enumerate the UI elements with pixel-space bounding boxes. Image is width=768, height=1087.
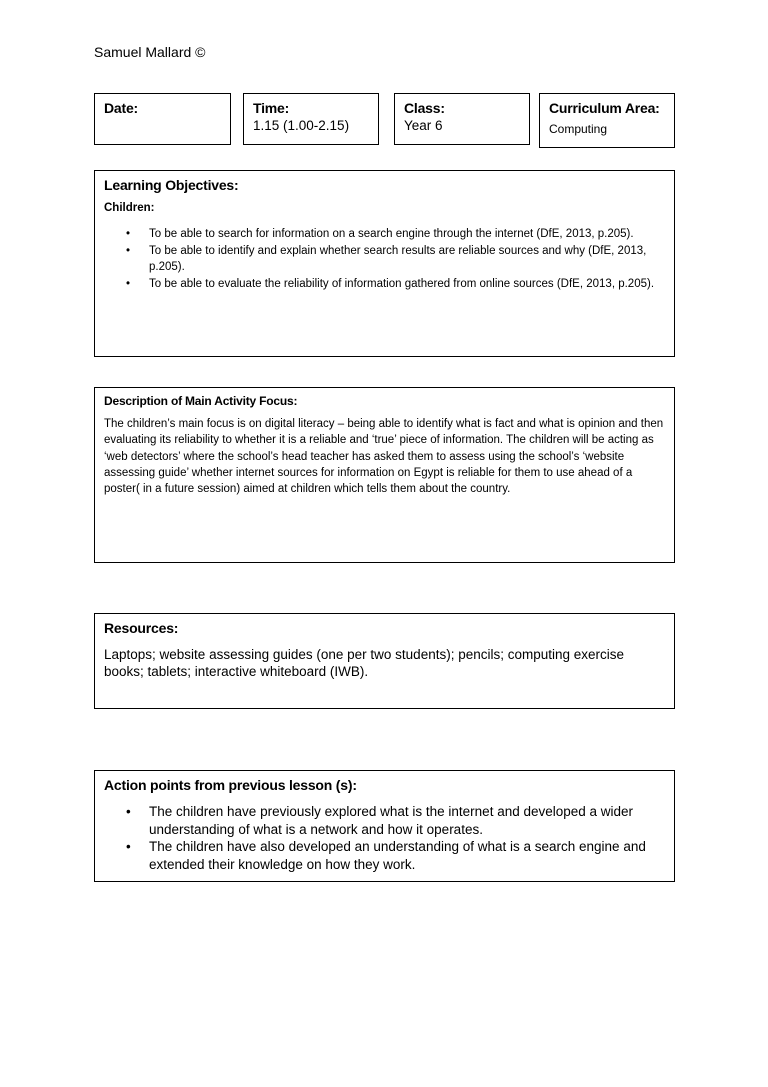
action-points-section [94,770,675,882]
curriculum-value: Computing [549,122,608,136]
resources-title: Resources: [104,620,179,636]
class-box [394,93,530,145]
bullet-icon: • [126,804,131,819]
action-point-text: The children have previously explored what is the internet and developed a wider understanding of what is a network and how it operates. [149,804,634,837]
curriculum-box [539,93,675,148]
bullet-icon: • [126,228,131,240]
time-box [243,93,379,145]
list-item [104,276,665,293]
curriculum-label: Curriculum Area: [549,100,660,116]
objective-text: To be able to search for information on a search engine through the internet (DfE, 2013, p.205). [149,228,634,240]
class-label: Class: [404,100,445,116]
time-value: 1.15 (1.00-2.15) [253,118,350,133]
time-label: Time: [253,100,290,116]
action-points-list [104,803,665,873]
action-points-title: Action points from previous lesson (s): [104,777,357,793]
bullet-icon: • [126,244,131,257]
children-subhead: Children: [104,202,155,214]
learning-objectives-title: Learning Objectives: [104,177,239,193]
resources-section [94,613,675,709]
list-item [104,803,665,838]
bullet-icon: • [126,839,131,854]
bullet-icon: • [126,277,131,290]
objective-text: To be able to identify and explain whether search results are reliable sources and why (DfE, 2013, p.205). [149,244,647,273]
list-item [104,838,665,873]
resources-text: Laptops; website assessing guides (one per two students); pencils; computing exercise books; tablets; interactive whiteboard (IWB). [104,647,625,679]
objective-text: To be able to evaluate the reliability of information gathered from online sources (DfE, 2013, p.205). [149,277,655,290]
main-activity-text: The children’s main focus is on digital literacy – being able to identify what is fact and what is opinion and then evaluating its reliability to whether it is a reliable and ‘true’ piece of information. The children will be acting as ‘web detectors’ where the school’s head teacher has asked them to assess using the school’s ‘website assessing guide’ whether internet sources for information on Egypt is reliable for them to use ahead of a poster( in a future session) aimed at children which tells them about the country. [104,418,664,496]
learning-objectives-section [94,170,675,357]
main-activity-section [94,387,675,563]
action-point-text: The children have also developed an understanding of what is a search engine and extended their knowledge on how they work. [149,839,646,872]
date-box [94,93,231,145]
author-credit: Samuel Mallard © [94,44,206,60]
objectives-list [104,226,665,292]
list-item [104,226,665,243]
class-value: Year 6 [404,118,443,133]
date-label: Date: [104,100,139,116]
main-activity-title: Description of Main Activity Focus: [104,394,298,408]
list-item [104,243,665,276]
